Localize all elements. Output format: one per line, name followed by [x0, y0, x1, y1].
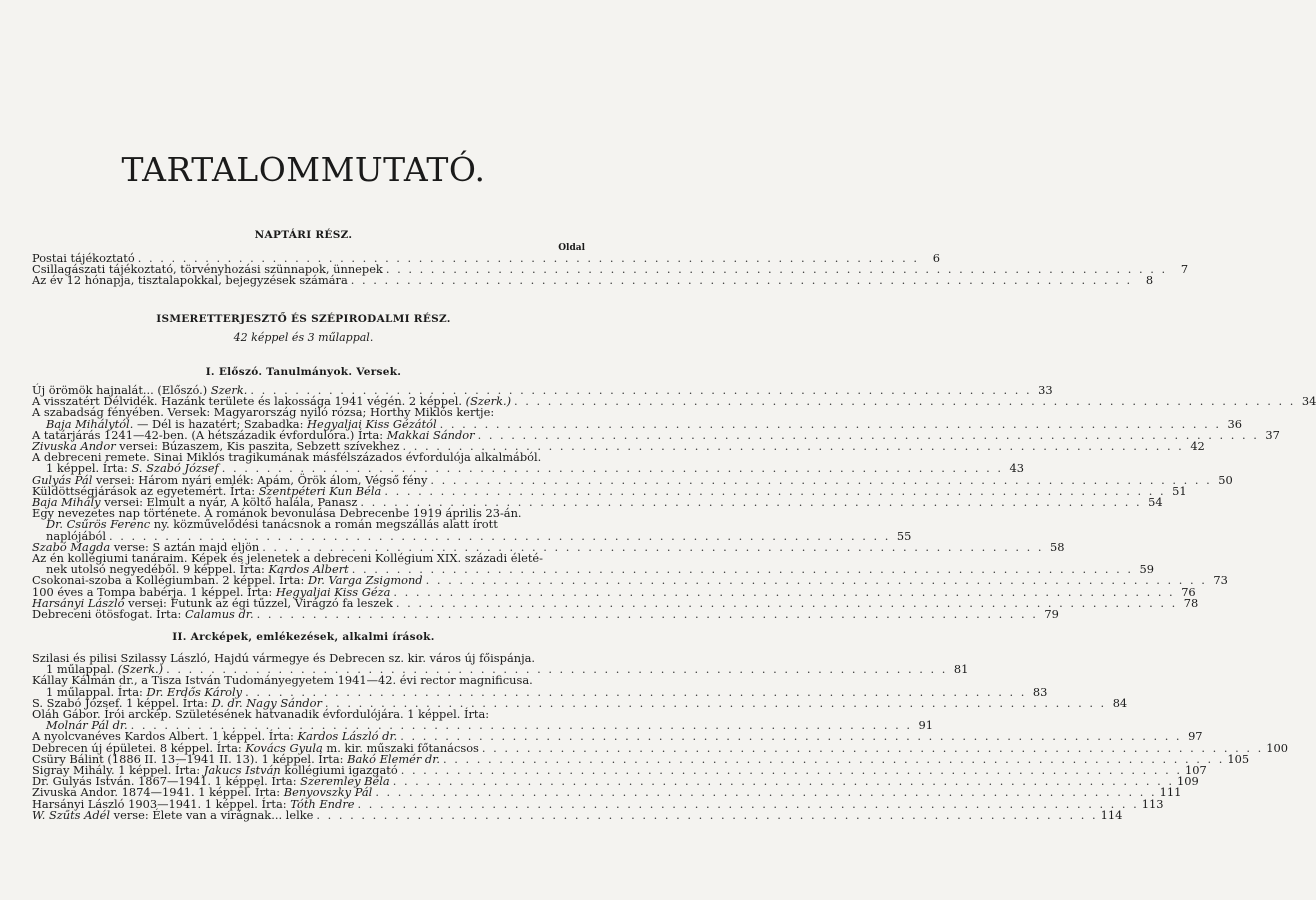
entry-page: 91	[918, 718, 933, 733]
entry-page: 83	[1032, 684, 1048, 699]
entry-text: Oláh Gábor. Írói arckép. Születésének hatvanadik évfordulójára. 1 képpel. Írta:	[32, 707, 490, 722]
entry-title	[32, 609, 254, 620]
entry-author: Molnár Pál dr.	[46, 718, 128, 733]
toc-part2	[32, 651, 1288, 822]
entry-text: Az én kollégiumi tanáraim. Képek és jelenetek a debreceni Kollégium XIX. századi életé-	[32, 551, 544, 566]
entry-text: 100 éves a Tompa babérja. 1 képpel. Írta:	[32, 584, 276, 599]
entry-page: 81	[953, 662, 969, 677]
entry-page: 54	[1148, 495, 1163, 510]
entry-text: versei: Három nyári emlék: Apám, Örök álom, Végső fény	[92, 472, 428, 487]
entry-text: Szilasi és pilisi Szilassy László, Hajdú vármegye és Debrecen sz. kir. város új főispánja.	[32, 651, 536, 665]
entry-text: kollégiumi igazgató	[280, 763, 398, 778]
entry-text: Kállay Kálmán dr., a Tisza István Tudományegyetem 1941—42. évi rector magnificusa.	[32, 673, 533, 688]
entry-author: (Szerk.)	[465, 394, 512, 409]
entry-text: Egy nevezetes nap története. A románok bevonulása Debrecenbe 1919 április 23-án.	[32, 506, 522, 521]
entry-author: W. Szűts Adél	[32, 807, 111, 822]
toc-naptari	[32, 251, 1189, 288]
entry-page: 51	[1172, 483, 1187, 498]
entry-text: Debreceni ötösfogat. Írta:	[32, 607, 185, 622]
entry-text: Zivuska Andor. 1874—1941. 1 képpel. Írta:	[32, 785, 284, 800]
toc-part1	[32, 383, 1316, 622]
entry-page: 7	[1180, 262, 1189, 277]
entry-text: A nyolcvanéves Kardos Albert. 1 képpel. Írta:	[32, 729, 298, 744]
entry-page: 100	[1266, 740, 1288, 755]
entry-author: Hegyaljai Kiss Gézától	[307, 416, 437, 431]
entry-page: 8	[1145, 273, 1154, 288]
toc-entry	[32, 607, 1059, 622]
page-title: TARTALOMMUTATÓ.	[121, 150, 486, 189]
entry-page: 76	[1181, 584, 1196, 599]
entry-text: A debreceni remete. Sinai Miklós tragikumának másfélszázados évfordulója alkalmából.	[32, 450, 542, 465]
entry-title	[32, 807, 314, 822]
entry-text: versei: Futunk az égi tűzzel, Virágzó fa leszek	[124, 595, 393, 610]
entry-author: (Szerk.)	[117, 662, 164, 677]
entry-text: ny. közművelődési tanácsnok a román megszállás alatt írott	[150, 517, 498, 532]
dot-leader	[351, 275, 1132, 286]
entry-author: Kardos László dr.	[297, 729, 398, 744]
entry-page: 107	[1185, 763, 1207, 778]
entry-text: versei: Elmult a nyár, A költő halála, Panasz	[100, 495, 358, 510]
entry-text: A visszatért Délvidék. Hazánk területe és lakossága 1941 végén. 2 képpel.	[32, 394, 466, 409]
part-heading-1: I. Előszó. Tanulmányok. Versek.	[205, 366, 402, 378]
entry-page: 37	[1265, 427, 1280, 442]
entry-author: Tóth Endre	[290, 796, 355, 811]
entry-author: Dr. Varga Zsigmond	[307, 573, 423, 588]
entry-text: Debrecen új épületei. 8 képpel. Írta:	[32, 740, 246, 755]
entry-text: 1 műlappal.	[46, 662, 118, 677]
entry-author: Jakucs István	[203, 763, 281, 778]
entry-page: 111	[1159, 785, 1182, 800]
entry-text: 1 képpel. Írta:	[46, 461, 132, 476]
part-heading-2: II. Arcképek, emlékezések, alkalmi írások.	[172, 631, 435, 643]
entry-author: Gulyás Pál	[32, 472, 93, 487]
entry-text: Sigray Mihály. 1 képpel. Írta:	[32, 763, 204, 778]
entry-page: 73	[1213, 573, 1228, 588]
toc-entry	[32, 273, 1154, 288]
entry-text: verse: S aztán majd eljön	[110, 539, 260, 554]
entry-author: Szeremley Béla	[300, 774, 390, 789]
entry-page: 42	[1190, 439, 1205, 454]
entry-text: A szabadság fényében. Versek: Magyarország nyiló rózsa; Horthy Miklós kertje:	[32, 405, 495, 420]
entry-text: 1 műlappal. Írta:	[46, 684, 147, 699]
entry-author: Benyovszky Pál	[283, 785, 373, 800]
entry-page: 33	[1038, 383, 1053, 397]
entry-text: S. Szabó József. 1 képpel. Írta:	[32, 695, 212, 710]
entry-page: 59	[1139, 562, 1155, 577]
toc-entry	[32, 807, 1123, 822]
entry-text: Dr. Gulyás István. 1867—1941. 1 képpel. Írta:	[32, 774, 301, 789]
entry-page: 36	[1227, 416, 1242, 431]
entry-page: 97	[1188, 729, 1203, 744]
entry-text: m. kir. műszaki főtanácsos	[322, 740, 479, 755]
section-subtitle: 42 képpel és 3 műlappal.	[233, 331, 374, 344]
entry-text: Új örömök hajnalát... (Előszó.)	[32, 383, 211, 397]
dot-leader	[316, 810, 1097, 821]
entry-page: 105	[1227, 751, 1250, 766]
entry-author: Makkai Sándor	[386, 427, 475, 442]
entry-author: Hegyaljai Kiss Géza	[275, 584, 391, 599]
entry-title: Csillagászati tájékoztató, törvényhozási szünnapok, ünnepek	[32, 262, 383, 277]
entry-text: nek utolsó negyedéből. 9 képpel. Írta:	[46, 562, 269, 577]
entry-author: D. dr. Nagy Sándor	[211, 695, 322, 710]
entry-author: S. Szabó József	[131, 461, 219, 476]
page-column-label: Oldal	[558, 243, 585, 253]
entry-author: Dr. Erdős Károly	[146, 684, 243, 699]
entry-page: 55	[896, 528, 912, 543]
dot-leader	[514, 396, 1295, 407]
entry-text: — Dél is hazatért; Szabadka:	[133, 416, 308, 431]
entry-page: 113	[1141, 796, 1164, 811]
entry-author: Calamus dr.	[184, 607, 254, 622]
entry-author: Baja Mihálytól.	[46, 416, 134, 431]
entry-author: Harsányi László	[32, 595, 125, 610]
entry-text: Csüry Bálint (1886 II. 13—1941 II. 13). 1 képpel. Írta:	[32, 751, 348, 766]
entry-title: Postai tájékoztató	[32, 251, 135, 265]
entry-page: 50	[1218, 472, 1233, 487]
entry-text: versei: Búzaszem, Kis paszita, Sebzett szívekhez	[115, 439, 400, 454]
entry-page: 109	[1177, 774, 1199, 789]
entry-page: 43	[1009, 461, 1025, 476]
entry-author: Dr. Csűrös Ferenc	[46, 517, 151, 532]
entry-author: Zivuska Andor	[32, 439, 116, 454]
entry-page: 78	[1183, 595, 1199, 610]
dot-leader	[257, 609, 1038, 620]
entry-text: Küldöttségjárások az egyetemért. Írta:	[32, 483, 259, 498]
section-heading-naptari: NAPTÁRI RÉSZ.	[254, 229, 353, 241]
entry-author: Szabó Magda	[32, 539, 111, 554]
entry-page: 84	[1112, 695, 1128, 710]
entry-text: A tatárjárás 1241—42-ben. (A hétszázadik évfordulóra.) Írta:	[32, 427, 387, 442]
entry-text: Csokonai-szoba a Kollégiumban. 2 képpel. Írta:	[32, 573, 308, 588]
entry-text: verse: Élete van a virágnak... lelke	[110, 807, 314, 822]
entry-author: Baja Mihály	[32, 495, 101, 510]
entry-author: Kovács Gyula	[245, 740, 323, 755]
entry-author: Bakó Elemér dr.	[347, 751, 441, 766]
entry-title: Az év 12 hónapja, tisztalapokkal, bejegyzések számára	[32, 273, 348, 288]
entry-page: 34	[1301, 394, 1316, 409]
entry-page: 58	[1049, 539, 1065, 554]
entry-page: 6	[932, 251, 941, 265]
entry-text: naplójából	[46, 528, 107, 543]
entry-author: Szentpéteri Kun Béla	[258, 483, 382, 498]
section-heading-ismeretterjeszto: ISMERETTERJESZTŐ ÉS SZÉPIRODALMI RÉSZ.	[156, 313, 451, 325]
entry-page: 114	[1100, 807, 1123, 822]
entry-page: 79	[1044, 607, 1059, 622]
entry-author: Kardos Albert	[268, 562, 349, 577]
entry-author: Szerk.	[210, 383, 248, 397]
entry-text: Harsányi László 1903—1941. 1 képpel. Írta:	[32, 796, 291, 811]
